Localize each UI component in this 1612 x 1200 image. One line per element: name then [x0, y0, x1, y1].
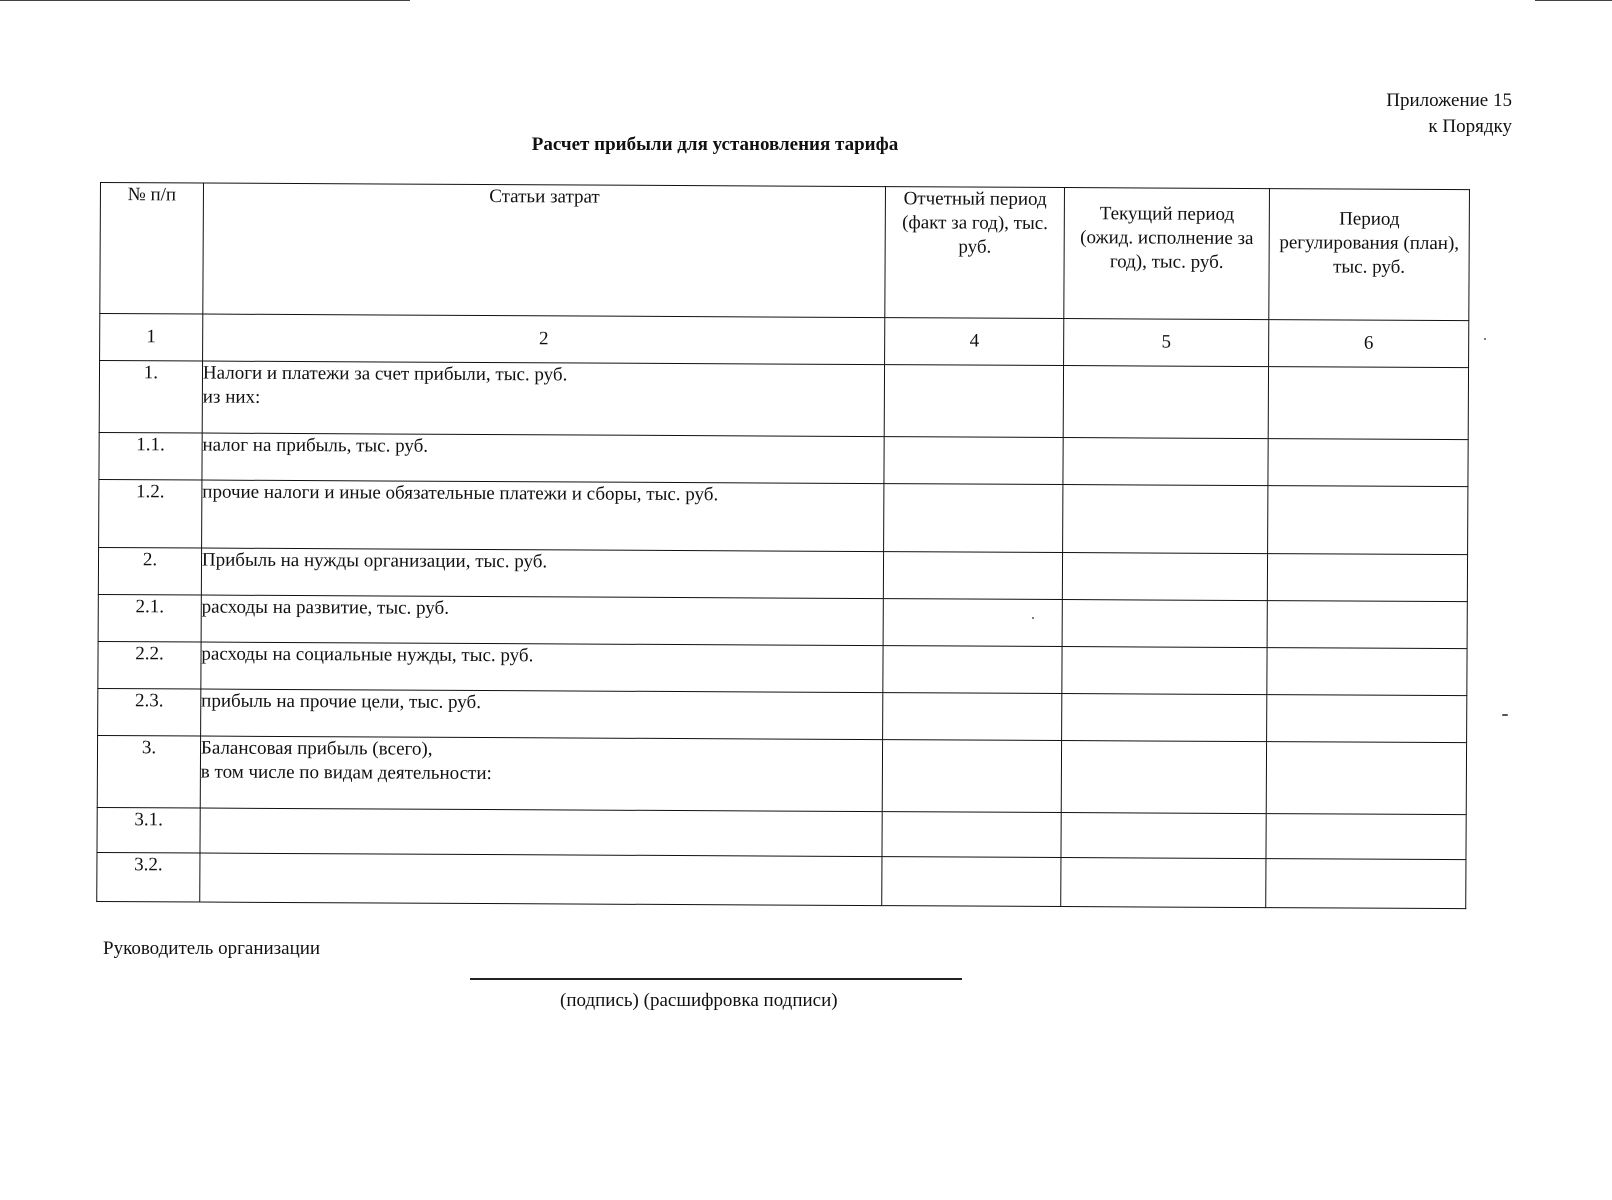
document-title: Расчет прибыли для установления тарифа [531, 134, 899, 155]
row-item-text: Балансовая прибыль (всего), [200, 737, 433, 760]
cell-current[interactable] [1062, 694, 1267, 742]
row-item [202, 433, 885, 484]
row-num: 1.1. [99, 432, 202, 480]
table-row [98, 688, 1467, 742]
table-row [97, 852, 1466, 908]
table-row [99, 361, 1468, 440]
row-num: 2.3. [98, 688, 201, 736]
header-reported: Отчетный период (факт за год), тыс. руб. [885, 187, 1065, 319]
cell-plan[interactable] [1266, 859, 1466, 909]
row-item-text: расходы на социальные нужды, тыс. руб. [201, 643, 534, 667]
column-index: 4 [885, 318, 1064, 366]
cell-current[interactable] [1062, 647, 1267, 695]
scan-speck [1032, 617, 1034, 619]
cell-current[interactable] [1061, 858, 1266, 908]
appendix-line-2: к Порядку [1428, 116, 1512, 137]
cell-reported[interactable] [882, 857, 1061, 907]
row-num: 3.1. [97, 807, 200, 853]
row-item-text: Налоги и платежи за счет прибыли, тыс. руб. [202, 362, 568, 386]
signature-line[interactable] [470, 978, 962, 980]
row-item [202, 361, 885, 437]
column-index: 6 [1269, 320, 1469, 368]
cell-reported[interactable] [882, 812, 1061, 858]
table-row [98, 547, 1467, 601]
cell-plan[interactable] [1267, 554, 1467, 602]
appendix-note [1386, 88, 1512, 140]
cell-reported[interactable] [883, 693, 1062, 741]
table-row [97, 735, 1466, 814]
cell-current[interactable] [1063, 438, 1268, 486]
cell-plan[interactable] [1266, 814, 1466, 860]
row-item-sub: из них: [202, 386, 261, 408]
row-item-text: расходы на развитие, тыс. руб. [201, 596, 450, 619]
scan-edge-right [1535, 0, 1612, 1]
table-row [98, 594, 1467, 648]
row-item [201, 689, 884, 740]
cell-current[interactable] [1061, 741, 1266, 814]
cell-reported[interactable] [884, 484, 1063, 553]
row-item [201, 595, 884, 646]
cell-plan[interactable] [1266, 742, 1466, 815]
table-row [97, 807, 1466, 859]
header-item: Статьи затрат [203, 183, 886, 318]
row-item [202, 480, 885, 552]
cell-current[interactable] [1063, 485, 1268, 554]
row-num: 2. [98, 547, 201, 595]
row-item-text: Прибыль на нужды организации, тыс. руб. [201, 549, 548, 573]
profit-table [96, 182, 1470, 909]
row-num: 2.2. [98, 641, 201, 689]
cell-plan[interactable] [1268, 486, 1468, 555]
cell-plan[interactable] [1268, 439, 1468, 487]
row-item[interactable] [200, 808, 883, 857]
header-current: Текущий период (ожид. исполнение за год), тыс. руб. [1064, 188, 1270, 320]
header-num: № п/п [100, 183, 204, 315]
table-row [99, 479, 1468, 554]
table-header-row [100, 183, 1470, 321]
cell-plan[interactable] [1268, 367, 1468, 440]
row-num: 2.1. [98, 594, 201, 642]
cell-current[interactable] [1063, 366, 1268, 439]
cell-reported[interactable] [884, 552, 1063, 600]
row-item-text: прибыль на прочие цели, тыс. руб. [201, 690, 482, 714]
cell-plan[interactable] [1267, 648, 1467, 696]
column-index: 1 [100, 314, 203, 362]
scan-speck [1502, 714, 1508, 716]
row-num: 3.2. [97, 852, 200, 902]
scan-edge-left [0, 0, 410, 1]
cell-plan[interactable] [1267, 601, 1467, 649]
signer-label: Руководитель организации [103, 938, 321, 959]
column-index-row [100, 314, 1469, 368]
column-index: 5 [1064, 319, 1269, 367]
row-item [201, 642, 884, 693]
cell-reported[interactable] [884, 437, 1063, 485]
cell-current[interactable] [1061, 813, 1266, 859]
cell-current[interactable] [1062, 553, 1267, 601]
scan-speck [1484, 338, 1486, 340]
table-row [98, 641, 1467, 695]
row-item [201, 548, 884, 599]
row-item [200, 736, 883, 812]
appendix-line-1: Приложение 15 [1386, 90, 1512, 111]
cell-reported[interactable] [883, 599, 1062, 647]
row-num: 1.2. [99, 479, 202, 548]
row-item-sub: в том числе по видам деятельности: [200, 761, 492, 785]
header-plan: Период регулирования (план), тыс. руб. [1269, 189, 1470, 321]
signature-caption: (подпись) (расшифровка подписи) [560, 990, 838, 1011]
row-num: 3. [97, 735, 200, 808]
cell-current[interactable] [1062, 600, 1267, 648]
cell-reported[interactable] [882, 740, 1061, 813]
cell-plan[interactable] [1267, 695, 1467, 743]
row-item-text: налог на прибыль, тыс. руб. [202, 434, 429, 457]
cell-reported[interactable] [883, 646, 1062, 694]
row-item-text: прочие налоги и иные обязательные платежи и сборы, тыс. руб. [202, 481, 719, 506]
row-item[interactable] [200, 853, 883, 906]
column-index: 2 [202, 314, 885, 365]
table-row [99, 432, 1468, 486]
cell-reported[interactable] [884, 365, 1063, 438]
row-num: 1. [99, 361, 202, 434]
